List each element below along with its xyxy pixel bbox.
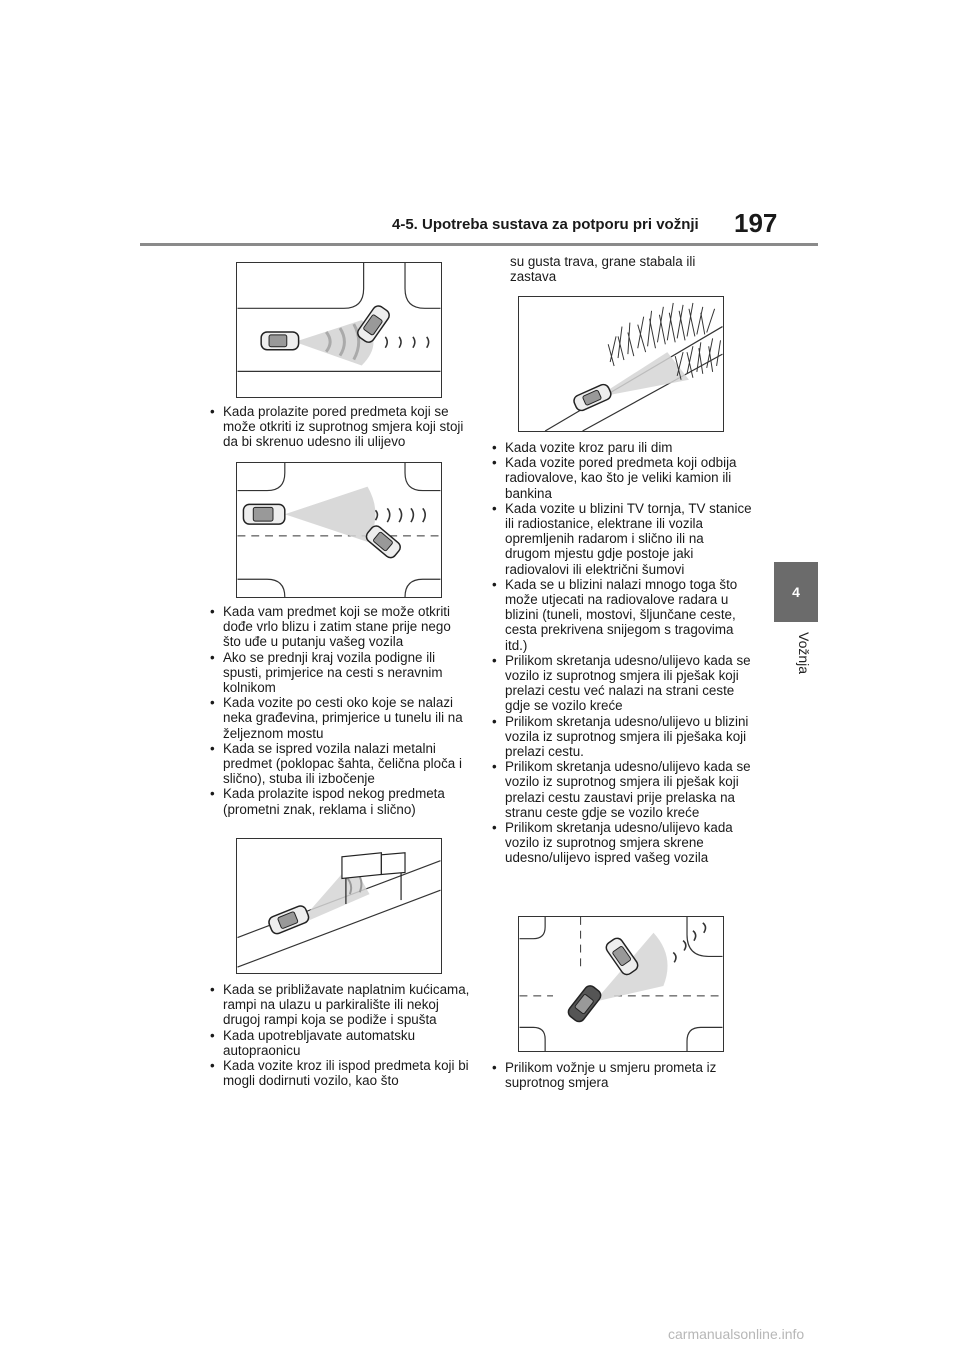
illustration-turning-intersection [518,916,724,1052]
bullet-list-left-2 [208,604,470,817]
list-item: • Prilikom skretanja udesno/ulijevo kada se vozilo iz suprotnog smjera ili pješak koji prelazi cestu već nalazi na strani ceste gdje se vozilo kreće [490,653,752,714]
list-item: • Prilikom skretanja udesno/ulijevo kada se vozilo iz suprotnog smjera ili pješak koji prelazi cestu zaustavi prije prelaska na stranu ceste gdje se vozilo kreće [490,759,752,820]
page-number: 197 [734,208,778,238]
list-item: • Kada prolazite pored predmeta koji se može otkriti iz suprotnog smjera koji stoji da bi skrenuo udesno ili ulijevo [208,404,470,450]
list-item: • Kada vozite kroz paru ili dim [490,440,752,455]
illustration-vegetation [518,296,724,432]
bullet-list-right-2 [490,1060,752,1090]
list-item: • Prilikom skretanja udesno/ulijevo kada vozilo iz suprotnog smjera skrene udesno/ulijevo ispred vašeg vozila [490,820,752,866]
section-title: 4-5. Upotreba sustava za potporu pri vožnji [392,216,699,233]
list-item: • Kada vozite kroz ili ispod predmeta koji bi mogli dodirnuti vozilo, kao što [208,1058,470,1088]
list-item: • Kada prolazite ispod nekog predmeta (prometni znak, reklama i slično) [208,786,470,816]
chapter-tab [774,562,818,622]
chapter-number: 4 [792,584,800,600]
list-item: • Prilikom vožnje u smjeru prometa iz suprotnog smjera [490,1060,752,1090]
illustration-overhead-sign [236,838,442,974]
illustration-oncoming-turning-car [236,262,442,398]
bullet-list-right-1 [490,440,752,866]
list-item: • Kada vozite po cesti oko koje se nalazi neka građevina, primjerice u tunelu ili na željeznom mostu [208,695,470,741]
list-item: • Kada vam predmet koji se može otkriti dođe vrlo blizu i zatim stane prije nego što uđe u putanju vašeg vozila [208,604,470,650]
illustration-car-cutting-in [236,462,442,598]
list-item: • Kada upotrebljavate automatsku autopraonicu [208,1028,470,1058]
list-item: • Kada vozite u blizini TV tornja, TV stanice ili radiostanice, elektrane ili vozila opremljenih radarom i slično ili na drugom mjestu gdje postoje jaki radiovalovi ili električni šumovi [490,501,752,577]
list-item: • Kada se ispred vozila nalazi metalni predmet (poklopac šahta, čelična ploča i slično), stuba ili izbočenje [208,741,470,787]
watermark: carmanualsonline.info [668,1326,805,1342]
list-item: • Kada se približavate naplatnim kućicama, rampi na ulazu u parkiralište ili nekoj drugoj rampi koja se podiže i spušta [208,982,470,1028]
list-item: • Kada vozite pored predmeta koji odbija radiovalove, kao što je veliki kamion ili bankina [490,455,752,501]
continuation-text: su gusta trava, grane stabala ili zastava [510,254,696,285]
chapter-label: Vožnja [796,632,812,675]
bullet-list-left-3 [208,982,470,1088]
list-item: • Prilikom skretanja udesno/ulijevo u blizini vozila iz suprotnog smjera ili pješaka koji prelazi cestu. [490,714,752,760]
list-item: • Ako se prednji kraj vozila podigne ili spusti, primjerice na cesti s neravnim kolnikom [208,650,470,696]
list-item: • Kada se u blizini nalazi mnogo toga što može utjecati na radiovalove radara u blizini (tuneli, mostovi, šljunčane ceste, cesta prekrivena snijegom s tragovima itd.) [490,577,752,653]
bullet-list-left-1 [208,404,470,450]
header-divider [140,243,818,246]
